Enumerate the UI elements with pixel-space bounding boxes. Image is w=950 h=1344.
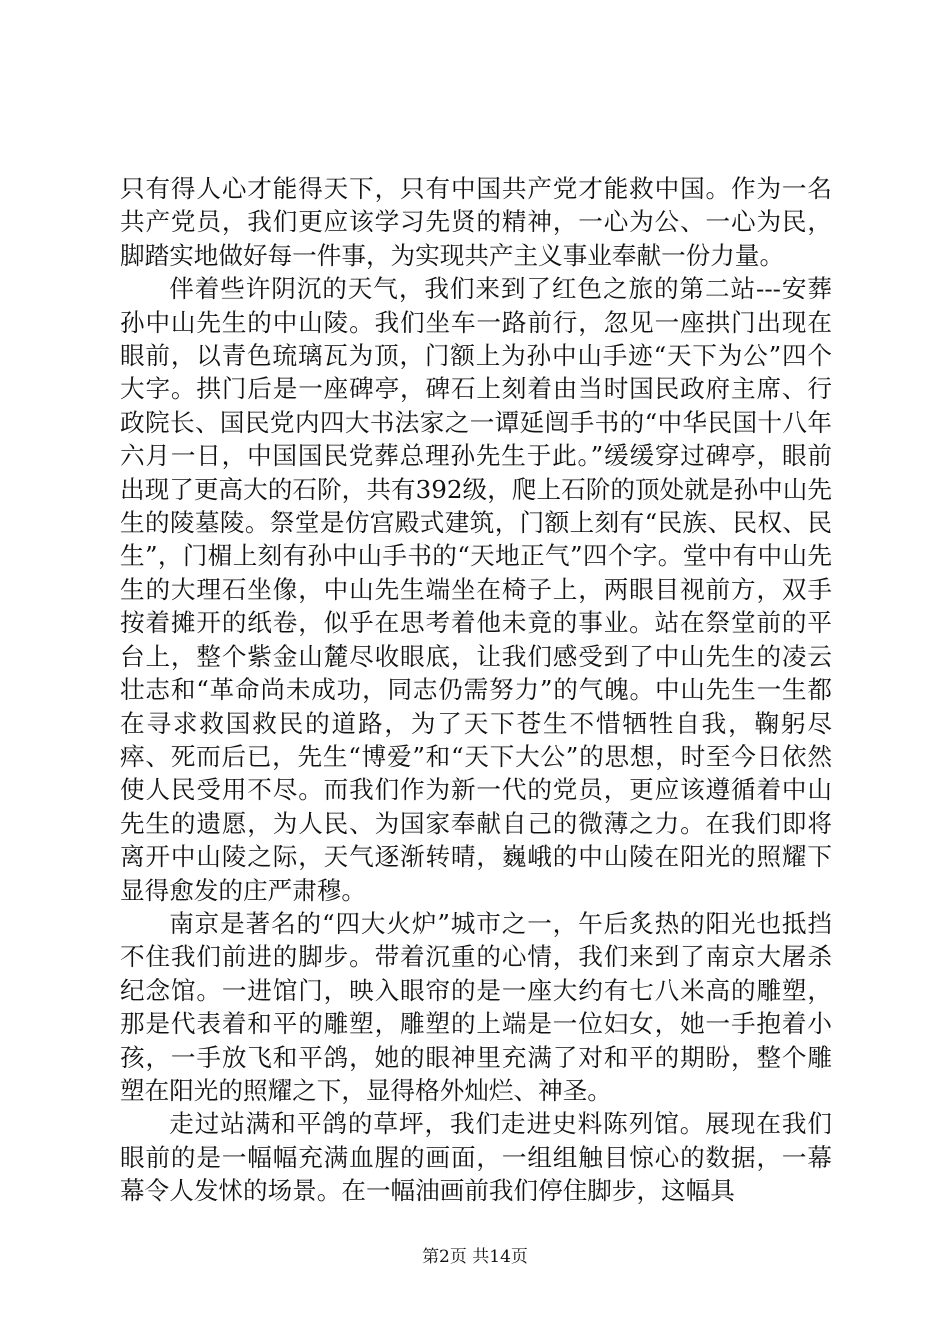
page-number-footer: 第2页 共14页	[422, 1247, 528, 1267]
paragraph-1: 只有得人心才能得天下，只有中国共产党才能救中国。作为一名共产党员，我们更应该学习先贤的精神，一心为公、一心为民，脚踏实地做好每一件事，为实现共产主义事业奉献一份力量。	[120, 174, 832, 270]
paragraph-4: 走过站满和平鸽的草坪，我们走进史料陈列馆。展现在我们眼前的是一幅幅充满血腥的画面，一组组触目惊心的数据，一幕幕令人发怵的场景。在一幅油画前我们停住脚步，这幅具	[120, 1109, 832, 1206]
body-text	[120, 172, 832, 1208]
paragraph-2: 伴着些许阴沉的天气，我们来到了红色之旅的第二站---安葬孙中山先生的中山陵。我们坐车一路前行，忽见一座拱门出现在眼前，以青色琉璃瓦为顶，门额上为孙中山手迹“天下为公”四个大字。拱门后是一座碑亭，碑石上刻着由当时国民政府主席、行政院长、国民党内四大书法家之一谭延闿手书的“中华民国十八年六月一日，中国国民党葬总理孙先生于此。”缓缓穿过碑亭，眼前出现了更高大的石阶，共有392级，爬上石阶的顶处就是孙中山先生的陵墓陵。祭堂是仿宫殿式建筑，门额上刻有“民族、民权、民生”，门楣上刻有孙中山手书的“天地正气”四个字。堂中有中山先生的大理石坐像，中山先生端坐在椅子上，两眼目视前方，双手按着摊开的纸卷，似乎在思考着他未竟的事业。站在祭堂前的平台上，整个紫金山麓尽收眼底，让我们感受到了中山先生的凌云壮志和“革命尚未成功，同志仍需努力”的气魄。中山先生一生都在寻求救国救民的道路，为了天下苍生不惜牺牲自我，鞠躬尽瘁、死而后已，先生“博爱”和“天下大公”的思想，时至今日依然使人民受用不尽。而我们作为新一代的党员，更应该遵循着中山先生的遗愿，为人民、为国家奉献自己的微薄之力。在我们即将离开中山陵之际，天气逐渐转晴，巍峨的中山陵在阳光的照耀下显得愈发的庄严肃穆。	[120, 274, 832, 905]
paragraph-3: 南京是著名的“四大火炉”城市之一，午后炙热的阳光也抵挡不住我们前进的脚步。带着沉重的心情，我们来到了南京大屠杀纪念馆。一进馆门，映入眼帘的是一座大约有七八米高的雕塑，那是代表着和平的雕塑，雕塑的上端是一位妇女，她一手抱着小孩，一手放飞和平鸽，她的眼神里充满了对和平的期盼，整个雕塑在阳光的照耀之下，显得格外灿烂、神圣。	[120, 908, 832, 1105]
